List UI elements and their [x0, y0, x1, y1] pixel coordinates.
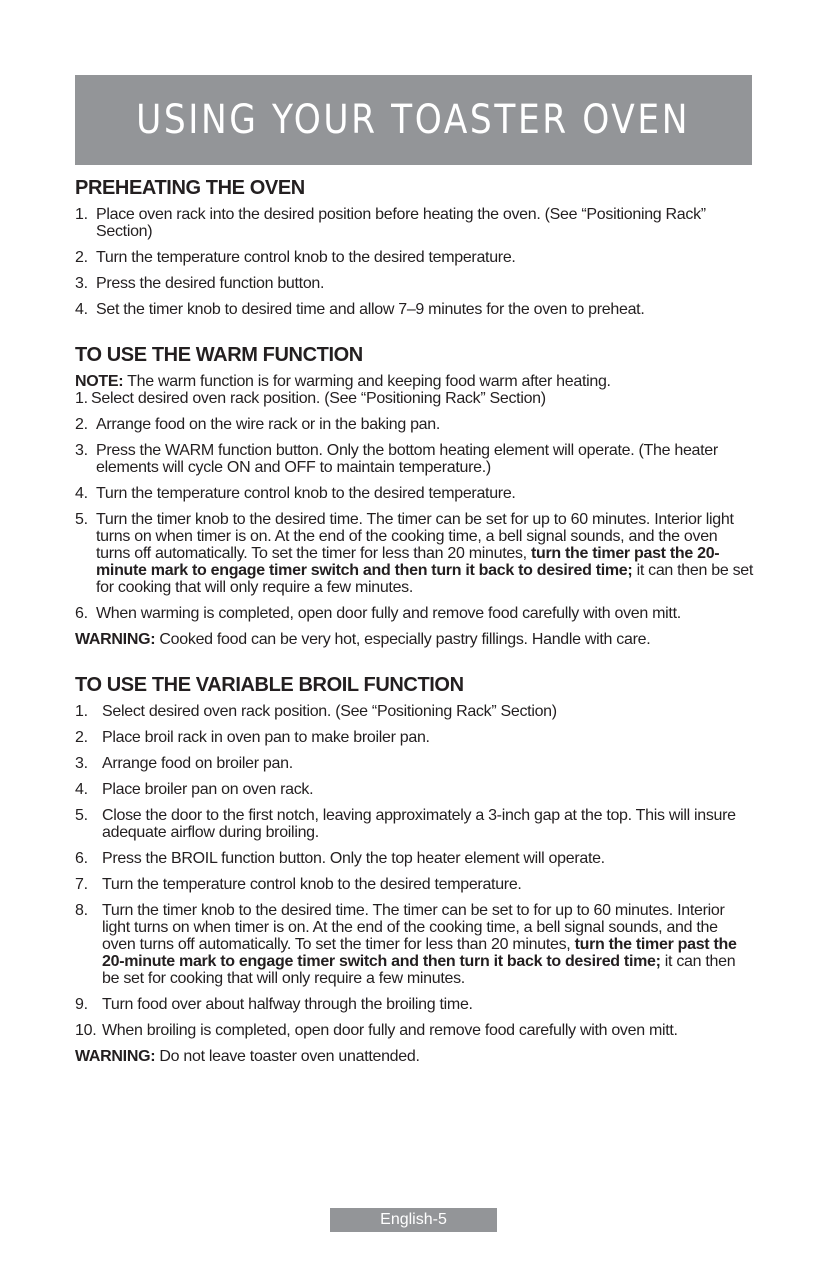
step-text: Place oven rack into the desired position before heating the oven. (See “Positioning Rack” Section) — [96, 206, 706, 240]
step-text: Close the door to the first notch, leaving approximately a 3-inch gap at the top. This will insure adequate airflow during broiling. — [102, 807, 736, 841]
list-item — [75, 996, 755, 1013]
step-text — [102, 902, 755, 987]
section-title: TO USE THE WARM FUNCTION — [75, 344, 363, 366]
list-item — [75, 729, 755, 746]
list-item — [75, 301, 755, 318]
timer-text: Turn the timer knob to the desired time. The timer can be set to for up to 60 minutes. Interior light turns on when timer is on. At the end of the cooking time, a bell signal sounds, and the oven turns off automatically. To set the timer for less than 20 minutes, — [102, 902, 725, 953]
step-number: 4. — [75, 485, 88, 502]
step-number: 5. — [75, 511, 88, 528]
step-number: 4. — [75, 781, 88, 798]
step-text: Select desired oven rack position. (See “Positioning Rack” Section) — [102, 703, 557, 720]
timer-emphasis: turn the timer past the 20-minute mark to engage timer switch and then turn it back to desired time; — [96, 545, 720, 579]
step-number: 1. — [75, 390, 88, 407]
step-text: Turn the temperature control knob to the desired temperature. — [96, 485, 516, 502]
list-item — [75, 442, 755, 476]
page-title: USING YOUR TOASTER OVEN — [136, 97, 691, 143]
document-body — [75, 176, 755, 1065]
section-title: TO USE THE VARIABLE BROIL FUNCTION — [75, 674, 464, 696]
step-text: Arrange food on broiler pan. — [102, 755, 293, 772]
step-number: 3. — [75, 275, 88, 292]
warning-label: WARNING: — [75, 1048, 156, 1065]
list-item — [75, 850, 755, 867]
warm-steps — [75, 416, 755, 622]
timer-emphasis: turn the timer past the 20-minute mark to engage timer switch and then turn it back to desired time; — [102, 936, 737, 970]
step-text: Press the BROIL function button. Only the top heater element will operate. — [102, 850, 605, 867]
step-text: Arrange food on the wire rack or in the baking pan. — [96, 416, 441, 433]
step-number: 2. — [75, 729, 88, 746]
step-number: 7. — [75, 876, 88, 893]
section-preheating — [75, 176, 755, 318]
step-text: Turn the temperature control knob to the desired temperature. — [96, 249, 516, 266]
section-warm — [75, 343, 755, 648]
note-text: The warm function is for warming and keeping food warm after heating. — [123, 373, 611, 390]
step-number: 3. — [75, 442, 88, 459]
list-item — [75, 902, 755, 987]
list-item — [75, 249, 755, 266]
list-item — [75, 755, 755, 772]
warning — [75, 631, 755, 648]
preheat-steps — [75, 206, 755, 318]
step-text: When broiling is completed, open door fully and remove food carefully with oven mitt. — [102, 1022, 678, 1039]
list-item — [75, 206, 755, 240]
list-item — [75, 876, 755, 893]
step-number: 2. — [75, 416, 88, 433]
step-text: When warming is completed, open door fully and remove food carefully with oven mitt. — [96, 605, 681, 622]
step-number: 6. — [75, 605, 88, 622]
step-text — [96, 511, 755, 596]
warning-text: Cooked food can be very hot, especially pastry fillings. Handle with care. — [155, 631, 651, 648]
timer-text-end: it can then be set for cooking that will only require a few minutes. — [96, 562, 754, 596]
section-title: PREHEATING THE OVEN — [75, 177, 305, 199]
step-number: 4. — [75, 301, 88, 318]
timer-text-end: it can then be set for cooking that will only require a few minutes. — [102, 953, 736, 987]
step-number: 1. — [75, 703, 88, 720]
warning-label: WARNING: — [75, 631, 156, 648]
step-number: 3. — [75, 755, 88, 772]
step-text: Turn the temperature control knob to the desired temperature. — [102, 876, 522, 893]
list-item — [75, 485, 755, 502]
title-banner — [75, 75, 752, 165]
warning-text: Do not leave toaster oven unattended. — [155, 1048, 420, 1065]
step-text: Press the WARM function button. Only the bottom heating element will operate. (The heater elements will cycle ON and OFF to maintain temperature.) — [96, 442, 718, 476]
timer-text: Turn the timer knob to the desired time. The timer can be set for up to 60 minutes. Interior light turns on when timer is on. At the end of the cooking time, a bell signal sounds, and the oven turns off automatically. To set the timer for less than 20 minutes, — [96, 511, 734, 562]
step-text: Turn food over about halfway through the broiling time. — [102, 996, 473, 1013]
list-item — [75, 807, 755, 841]
section-broil — [75, 673, 755, 1065]
step-text: Place broiler pan on oven rack. — [102, 781, 314, 798]
list-item — [75, 416, 755, 433]
broil-steps — [75, 703, 755, 1039]
list-item — [75, 390, 755, 407]
step-number: 8. — [75, 902, 88, 919]
note-label: NOTE: — [75, 373, 124, 390]
step-number: 1. — [75, 206, 88, 223]
list-item — [75, 781, 755, 798]
step-text: Set the timer knob to desired time and allow 7–9 minutes for the oven to preheat. — [96, 301, 645, 318]
step-text: Press the desired function button. — [96, 275, 325, 292]
step-text: Select desired oven rack position. (See “Positioning Rack” Section) — [91, 390, 546, 407]
note — [75, 373, 755, 390]
list-item — [75, 703, 755, 720]
step-number: 5. — [75, 807, 88, 824]
list-item — [75, 605, 755, 622]
step-number: 2. — [75, 249, 88, 266]
warning — [75, 1048, 755, 1065]
step-number: 6. — [75, 850, 88, 867]
step-text: Place broil rack in oven pan to make broiler pan. — [102, 729, 430, 746]
step-number: 10. — [75, 1022, 97, 1039]
page-number: English-5 — [330, 1208, 497, 1232]
list-item — [75, 511, 755, 596]
list-item — [75, 275, 755, 292]
list-item — [75, 1022, 755, 1039]
step-number: 9. — [75, 996, 88, 1013]
